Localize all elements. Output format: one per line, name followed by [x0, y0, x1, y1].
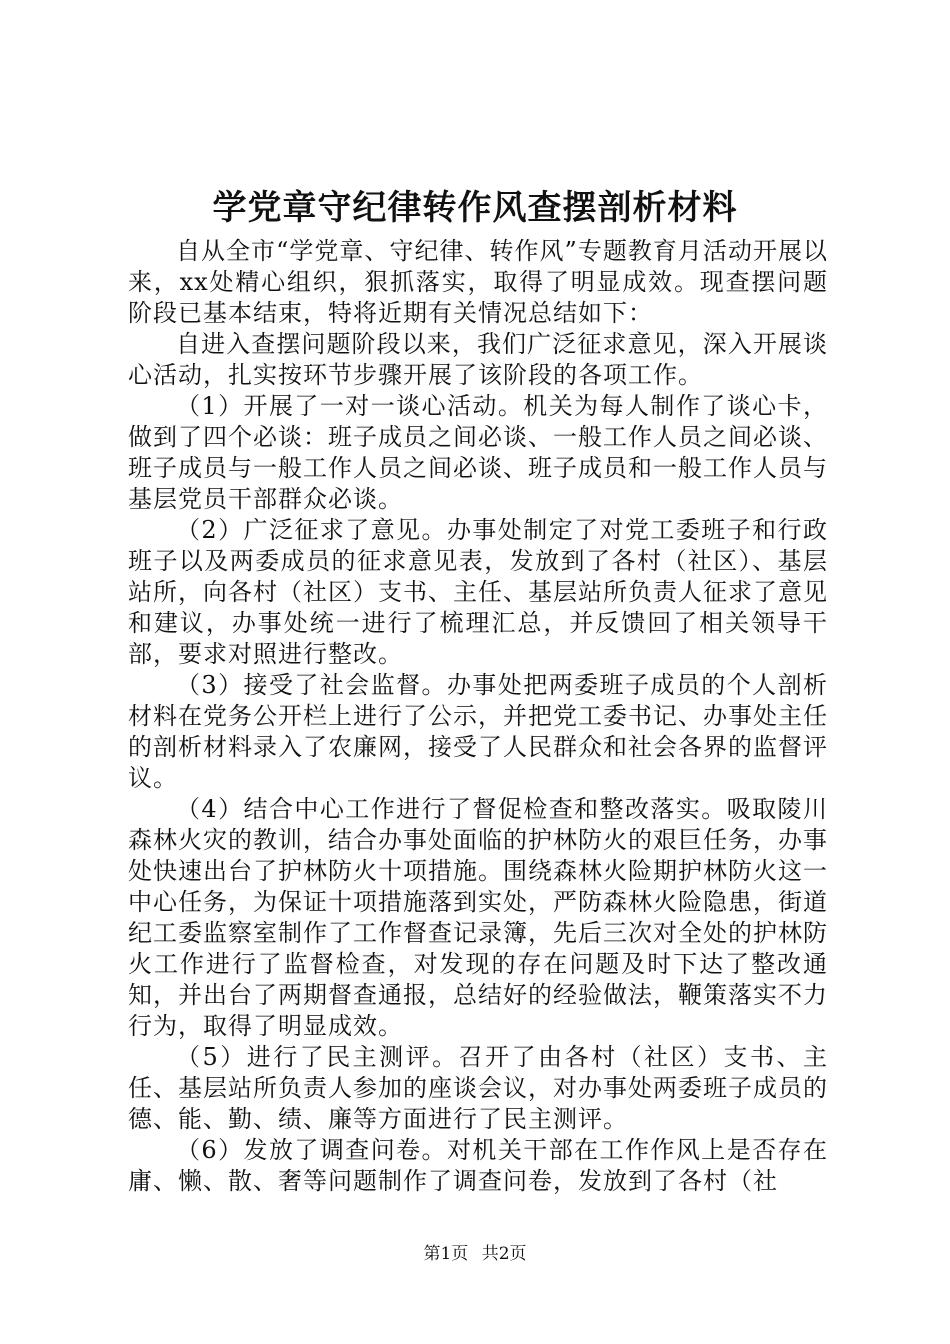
paragraph-item-5: （5）进行了民主测评。召开了由各村（社区）支书、主任、基层站所负责人参加的座谈会议，对办事处两委班子成员的德、能、勤、绩、廉等方面进行了民主测评。 — [128, 1043, 828, 1133]
paragraph-item-2: （2）广泛征求了意见。办事处制定了对党工委班子和行政班子以及两委成员的征求意见表，发放到了各村（社区）、基层站所，向各村（社区）支书、主任、基层站所负责人征求了意见和建议，办事处统一进行了梳理汇总，并反馈回了相关领导干部，要求对照进行整改。 — [128, 516, 828, 668]
paragraph-item-1: （1）开展了一对一谈心活动。机关为每人制作了谈心卡，做到了四个必谈：班子成员之间必谈、一般工作人员之间必谈、班子成员与一般工作人员之间必谈、班子成员和一般工作人员与基层党员干部群众必谈。 — [128, 392, 828, 513]
paragraph-item-4: （4）结合中心工作进行了督促检查和整改落实。吸取陵川森林火灾的教训，结合办事处面临的护林防火的艰巨任务，办事处快速出台了护林防火十项措施。围绕森林火险期护林防火这一中心任务，为保证十项措施落到实处，严防森林火险隐患，街道纪工委监察室制作了工作督查记录簿，先后三次对全处的护林防火工作进行了监督检查，对发现的存在问题及时下达了整改通知，并出台了两期督查通报，总结好的经验做法，鞭策落实不力行为，取得了明显成效。 — [128, 795, 828, 1040]
page-number: 第1页 — [423, 1244, 469, 1264]
page-total: 共2页 — [481, 1244, 527, 1264]
paragraph-item-3: （3）接受了社会监督。办事处把两委班子成员的个人剖析材料在党务公开栏上进行了公示，并把党工委书记、办事处主任的剖析材料录入了农廉网，接受了人民群众和社会各界的监督评议。 — [128, 671, 828, 792]
paragraph-overview: 自进入查摆问题阶段以来，我们广泛征求意见，深入开展谈心活动，扎实按环节步骤开展了该阶段的各项工作。 — [128, 330, 828, 389]
document-title: 学党章守纪律转作风查摆剖析材料 — [212, 188, 738, 228]
paragraph-intro: 自从全市“学党章、守纪律、转作风”专题教育月活动开展以来，xx处精心组织，狠抓落实，取得了明显成效。现查摆问题阶段已基本结束，特将近期有关情况总结如下： — [128, 237, 828, 327]
document-body — [128, 236, 828, 1197]
page-footer — [0, 1242, 950, 1266]
paragraph-item-6: （6）发放了调查问卷。对机关干部在工作作风上是否存在庸、懒、散、奢等问题制作了调查问卷，发放到了各村（社 — [128, 1136, 828, 1195]
